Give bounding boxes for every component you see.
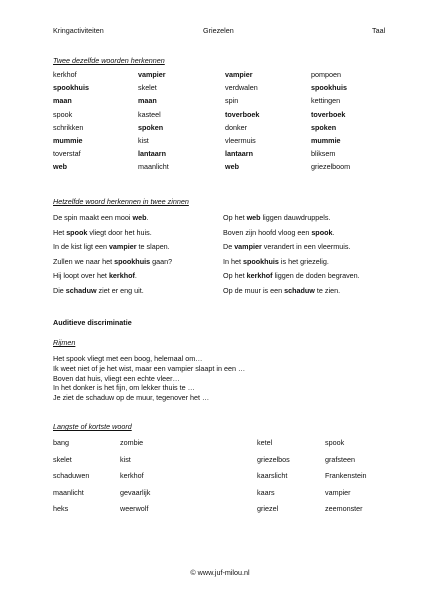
word-cell: maan — [138, 96, 157, 106]
word-cell: Frankenstein — [325, 471, 367, 480]
sentence-right: Op het web liggen dauwdruppels. — [223, 213, 331, 222]
word-cell: kaars — [257, 487, 275, 497]
sentence-left: Zullen we naar het spookhuis gaan? — [53, 256, 173, 266]
section-title-same-words: Twee dezelfde woorden herkennen — [53, 56, 165, 65]
word-cell: ketel — [257, 438, 273, 447]
section-subtitle-rhyme: Rijmen — [53, 338, 76, 347]
word-cell: maanlicht — [138, 162, 169, 172]
rhyme-line: In het donker is het fijn, om lekker thuis te … — [53, 383, 195, 393]
word-cell: lantaarn — [225, 149, 253, 159]
word-cell: kasteel — [138, 109, 161, 119]
word-cell: kaarslicht — [257, 471, 288, 480]
word-cell: web — [53, 162, 67, 172]
word-cell: zeemonster — [325, 504, 363, 513]
sentence-left: In de kist ligt een vampier te slapen. — [53, 242, 170, 251]
sentence-right: Op het kerkhof liggen de doden begraven. — [223, 271, 360, 280]
section-title-auditory: Auditieve discriminatie — [53, 318, 132, 327]
word-cell: spoken — [311, 122, 337, 132]
sentence-left: Hij loopt over het kerkhof. — [53, 271, 137, 280]
sentence-left: Het spook vliegt door het huis. — [53, 227, 152, 237]
word-cell: spoken — [138, 122, 164, 132]
word-cell: griezel — [257, 504, 279, 513]
word-cell: toverboek — [225, 109, 260, 119]
word-cell: web — [225, 162, 239, 172]
word-cell: lantaarn — [138, 149, 166, 159]
word-cell: kist — [120, 454, 131, 464]
footer-copyright: © www.juf-milou.nl — [190, 568, 250, 577]
word-cell: mummie — [311, 136, 341, 145]
word-cell: spin — [225, 96, 239, 106]
sentence-right: Boven zijn hoofd vloog een spook. — [223, 227, 335, 237]
rhyme-line: Het spook vliegt met een boog, helemaal om… — [53, 354, 203, 363]
word-cell: toverstaf — [53, 149, 81, 159]
word-cell: bang — [53, 438, 69, 447]
rhyme-line: Je ziet de schaduw op de muur, tegenover het … — [53, 393, 210, 403]
word-cell: weerwolf — [120, 504, 149, 513]
word-cell: kettingen — [311, 96, 341, 106]
header-center: Griezelen — [203, 26, 234, 35]
word-cell: kerkhof — [120, 471, 144, 480]
header-left: Kringactiviteiten — [53, 26, 104, 35]
word-cell: spookhuis — [53, 83, 89, 93]
word-cell: grafsteen — [325, 454, 355, 464]
word-cell: spookhuis — [311, 83, 347, 93]
word-cell: schaduwen — [53, 471, 90, 480]
word-cell: kist — [138, 136, 149, 145]
sentence-left: De spin maakt een mooi web. — [53, 213, 149, 222]
word-cell: maan — [53, 96, 72, 106]
word-cell: gevaarlijk — [120, 487, 151, 497]
section-title-same-word-sentences: Hetzelfde woord herkennen in twee zinnen — [53, 197, 189, 206]
header-right: Taal — [372, 26, 386, 35]
sentence-right: In het spookhuis is het griezelig. — [223, 256, 329, 266]
sentence-right: Op de muur is een schaduw te zien. — [223, 285, 341, 295]
word-cell: vampier — [138, 70, 166, 79]
word-cell: skelet — [53, 454, 72, 464]
word-cell: zombie — [120, 438, 144, 447]
word-cell: heks — [53, 504, 69, 513]
word-cell: maanlicht — [53, 487, 84, 497]
sentence-right: De vampier verandert in een vleermuis. — [223, 242, 351, 251]
word-cell: vampier — [225, 70, 253, 79]
sentence-left: Die schaduw ziet er eng uit. — [53, 285, 144, 295]
word-cell: schrikken — [53, 122, 84, 132]
rhyme-line: Ik weet niet of je het wist, maar een vampier slaapt in een … — [53, 363, 246, 373]
word-cell: skelet — [138, 83, 157, 93]
word-cell: verdwalen — [225, 83, 258, 93]
word-cell: kerkhof — [53, 70, 77, 79]
word-cell: spook — [53, 109, 73, 119]
rhyme-line: Boven dat huis, vliegt een echte vleer… — [53, 373, 180, 383]
word-cell: vampier — [325, 487, 351, 497]
section-title-longest-shortest: Langste of kortste woord — [53, 422, 132, 431]
word-cell: pompoen — [311, 70, 341, 79]
word-cell: bliksem — [311, 149, 336, 159]
word-cell: donker — [225, 122, 247, 132]
word-cell: vleermuis — [225, 136, 256, 145]
word-cell: spook — [325, 438, 345, 447]
word-cell: griezelboom — [311, 162, 351, 172]
word-cell: mummie — [53, 136, 83, 145]
word-cell: griezelbos — [257, 454, 290, 464]
word-cell: toverboek — [311, 109, 346, 119]
